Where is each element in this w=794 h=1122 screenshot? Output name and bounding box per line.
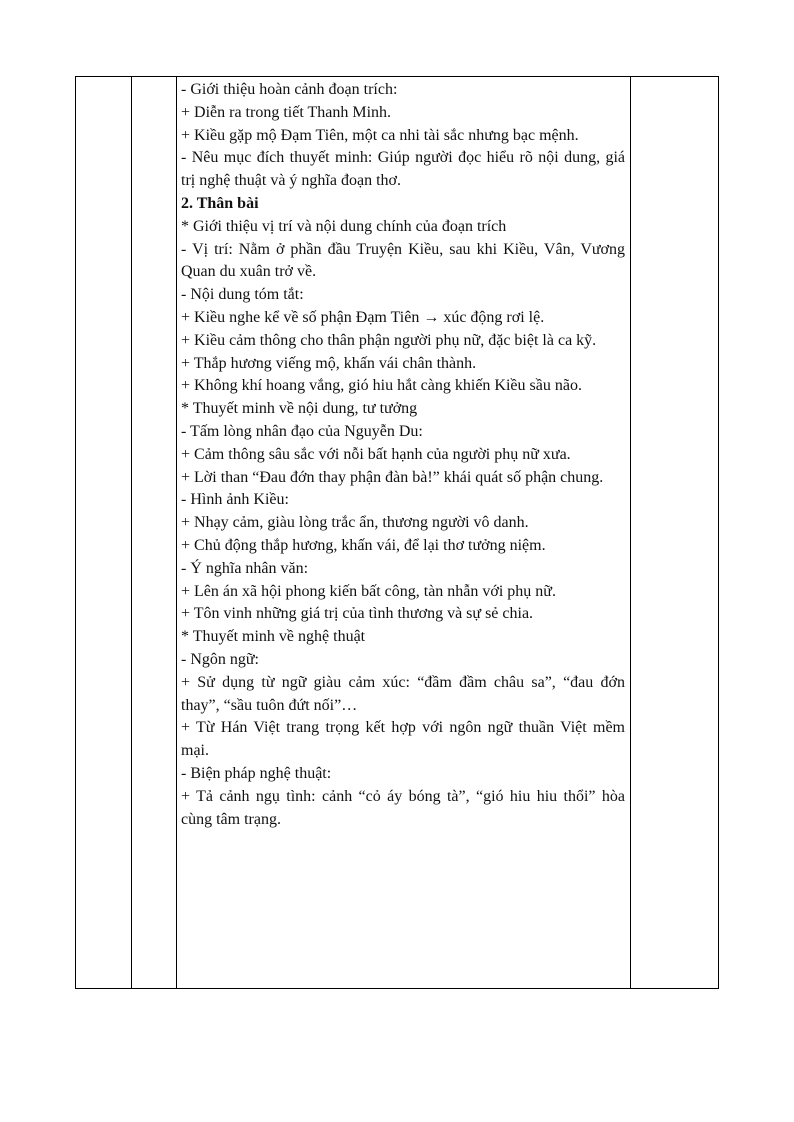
lesson-plan-table (75, 76, 719, 989)
table-cell-empty-4 (631, 77, 719, 989)
text-line: - Nội dung tóm tắt: (181, 286, 304, 304)
table-row (76, 77, 719, 989)
text-line: + Chủ động thắp hương, khấn vái, để lại thơ tưởng niệm. (181, 536, 546, 554)
text-line: + Không khí hoang vắng, gió hiu hắt càng khiến Kiều sầu não. (181, 377, 582, 395)
table-cell-content (177, 77, 631, 989)
text-line: - Hình ảnh Kiều: (181, 491, 289, 509)
text-line: * Giới thiệu vị trí và nội dung chính của đoạn trích (181, 217, 507, 235)
text-line: + Lên án xã hội phong kiến bất công, tàn nhẫn với phụ nữ. (181, 582, 556, 600)
text-line: - Vị trí: Nằm ở phần đầu Truyện Kiều, sau khi Kiều, Vân, Vương Quan du xuân trở về. (181, 240, 625, 281)
text-line: - Giới thiệu hoàn cảnh đoạn trích: (181, 81, 398, 98)
text-line: - Biện pháp nghệ thuật: (181, 764, 332, 782)
table-cell-empty-2 (132, 77, 177, 989)
text-line: * Thuyết minh về nội dung, tư tưởng (181, 400, 418, 418)
text-line: + Tả cảnh ngụ tình: cảnh “cỏ áy bóng tà”, “gió hiu hiu thổi” hòa cùng tâm trạng. (181, 787, 625, 828)
text-line: - Nêu mục đích thuyết minh: Giúp người đọc hiểu rõ nội dung, giá trị nghệ thuật và ý nghĩa đoạn thơ. (181, 149, 625, 190)
text-line: + Kiều gặp mộ Đạm Tiên, một ca nhi tài sắc nhưng bạc mệnh. (181, 126, 579, 144)
text-line: + Từ Hán Việt trang trọng kết hợp với ngôn ngữ thuần Việt mềm mại. (181, 719, 625, 760)
content-text (177, 77, 630, 831)
text-line: - Ngôn ngữ: (181, 650, 259, 668)
text-line: + Thắp hương viếng mộ, khấn vái chân thành. (181, 354, 477, 372)
text-line: + Cảm thông sâu sắc với nỗi bất hạnh của người phụ nữ xưa. (181, 445, 571, 463)
text-line: + Nhạy cảm, giàu lòng trắc ẩn, thương người vô danh. (181, 514, 529, 532)
text-line: - Ý nghĩa nhân văn: (181, 559, 309, 577)
text-line: + Kiều cảm thông cho thân phận người phụ nữ, đặc biệt là ca kỹ. (181, 331, 597, 349)
table-cell-empty-1 (76, 77, 132, 989)
text-line: + Tôn vinh những giá trị của tình thương và sự sẻ chia. (181, 605, 534, 623)
text-line: * Thuyết minh về nghệ thuật (181, 628, 366, 646)
section-heading: 2. Thân bài (181, 194, 259, 212)
text-line: + Diễn ra trong tiết Thanh Minh. (181, 103, 392, 121)
text-line: + Lời than “Đau đớn thay phận đàn bà!” khái quát số phận chung. (181, 468, 604, 486)
text-line: + Sử dụng từ ngữ giàu cảm xúc: “đầm đầm châu sa”, “đau đớn thay”, “sầu tuôn đứt nối”… (181, 673, 625, 714)
text-line: + Kiều nghe kể về số phận Đạm Tiên → xúc động rơi lệ. (181, 308, 545, 326)
text-line: - Tấm lòng nhân đạo của Nguyễn Du: (181, 422, 423, 440)
